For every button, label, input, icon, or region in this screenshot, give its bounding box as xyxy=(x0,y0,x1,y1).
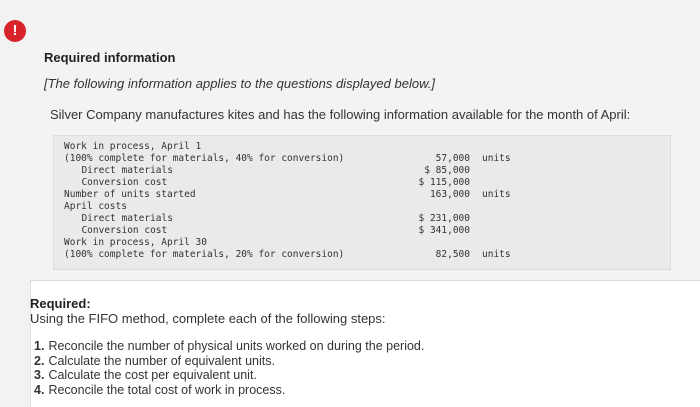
exclamation-icon: ! xyxy=(4,20,26,42)
list-item xyxy=(34,368,424,383)
alert-strip xyxy=(0,0,31,407)
table-row-label: Direct materials xyxy=(70,165,173,176)
table-row-label: Conversion cost xyxy=(70,177,168,188)
table-row-label: Direct materials xyxy=(70,213,173,224)
info-note: [The following information applies to the questions displayed below.] xyxy=(44,76,435,91)
step-number: 1. xyxy=(34,339,45,353)
list-item xyxy=(34,383,424,398)
table-row-unit: units xyxy=(482,249,511,260)
table-row-value: 82,500 xyxy=(435,249,470,260)
step-number: 4. xyxy=(34,382,45,397)
table-row-label: Work in process, April 1 xyxy=(64,141,202,152)
list-item xyxy=(34,339,424,354)
table-row-value: $ 85,000 xyxy=(424,165,470,176)
table-row-unit: units xyxy=(482,153,511,164)
intro-text: Silver Company manufactures kites and has the following information available for the month of April: xyxy=(50,107,631,122)
steps-list xyxy=(34,339,424,397)
table-row-value: 163,000 xyxy=(429,189,470,200)
table-row-value: $ 231,000 xyxy=(418,213,470,224)
step-number: 2. xyxy=(34,353,45,368)
table-row-label: (100% complete for materials, 20% for conversion) xyxy=(64,249,345,260)
table-row-label: April costs xyxy=(64,201,127,212)
table-row-value: $ 115,000 xyxy=(418,177,470,188)
table-row-unit: units xyxy=(482,189,511,200)
table-row-label: Number of units started xyxy=(64,189,196,200)
list-item xyxy=(34,354,424,369)
required-title: Required: xyxy=(30,296,91,311)
step-text: Reconcile the number of physical units worked on during the period. xyxy=(48,339,425,353)
required-instruction: Using the FIFO method, complete each of the following steps: xyxy=(30,311,386,326)
step-text: Calculate the cost per equivalent unit. xyxy=(48,368,257,382)
table-row-label: (100% complete for materials, 40% for conversion) xyxy=(64,153,345,164)
table-row-value: 57,000 xyxy=(435,153,470,164)
step-text: Reconcile the total cost of work in process. xyxy=(48,382,286,397)
table-row-label: Conversion cost xyxy=(70,225,168,236)
table-row-label: Work in process, April 30 xyxy=(64,237,207,248)
step-text: Calculate the number of equivalent units. xyxy=(48,353,275,368)
table-row-value: $ 341,000 xyxy=(418,225,470,236)
step-number: 3. xyxy=(34,368,45,382)
required-info-heading: Required information xyxy=(44,50,176,65)
